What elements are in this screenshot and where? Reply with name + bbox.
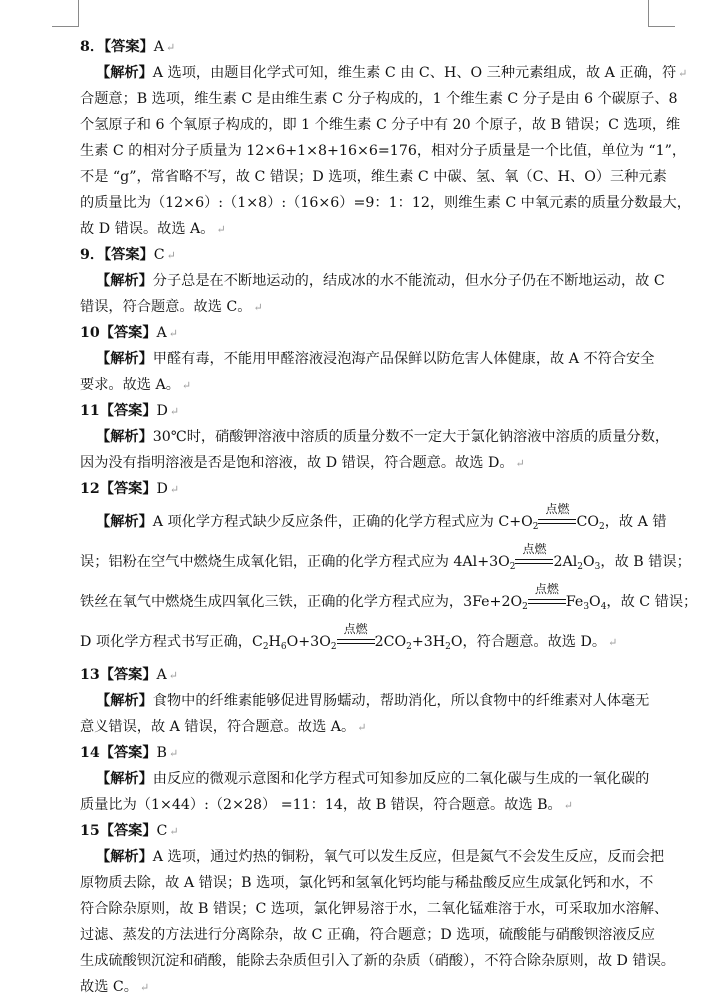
explanation-line: 【解析】由反应的微观示意图和化学方程式可知参加反应的二氧化碳与生成的一氧化碳的 [96,771,650,787]
answer-line-q14: 14【答案】B ↵ [80,745,179,761]
explanation-line: 合题意；B 选项，维生素 C 是由维生素 C 分子构成的，1 个维生素 C 分子是由 6 个碳原子、8 [80,91,678,107]
explanation-line: 【解析】30℃时，硝酸钾溶液中溶质的质量分数不一定大于氯化钠溶液中溶质的质量分数， [96,429,670,445]
answer-line-q8: 8．【答案】A ↵ [80,39,176,55]
answer-value: A [156,325,167,341]
explanation-line: 故 D 错误。故选 A。 ↵ [80,221,226,237]
explanation-line: 原物质去除，故 A 错误；B 选项，氯化钙和氢氧化钙均能与稀盐酸反应生成氯化钙和水，不 [80,875,654,891]
answer-value: D [156,403,168,419]
document-page [80,34,698,1000]
explanation-line: 故选 C。 ↵ [80,979,150,995]
reaction-condition-arrow: 点燃 [528,595,566,609]
explanation-line: 【解析】A 选项，由题目化学式可知，维生素 C 由 C、H、O 三种元素组成，故 A 正确，符 ↵ [96,65,688,81]
explanation-line: 不是 “g”，常省略不写，故 C 错误；D 选项，维生素 C 中碳、氢、氧（C、H、O）三种元素 [80,169,667,185]
equation-line: 铁丝在氧气中燃烧生成四氧化三铁，正确的化学方程式应为，$3Fe+2O_2$ 点燃 $Fe_3O_4$，故 C 错误； [80,582,698,612]
crop-mark-left-vertical [78,0,79,26]
answer-line-q11: 11【答案】D ↵ [80,403,180,419]
explanation-line: 因为没有指明溶液是否是饱和溶液，故 D 错误，符合题意。故选 D。 ↵ [80,455,525,471]
explanation-line: 【解析】A 选项，通过灼热的铜粉，氧气可以发生反应，但是氮气不会发生反应，反而会把 [96,849,665,865]
answer-line-q10: 10【答案】A ↵ [80,325,178,341]
explanation-line: 质量比为（1×44）:（2×28） =11：14，故 B 错误，符合题意。故选 B。 ↵ [80,797,573,813]
answer-value: C [153,247,165,263]
answer-value: B [156,745,167,761]
explanation-line: 生成硫酸钡沉淀和硝酸，能除去杂质但引入了新的杂质（硝酸），不符合除杂原则，故 D 错误。 [80,953,675,969]
answer-line-q9: 9．【答案】C ↵ [80,247,176,263]
crop-mark-left-horizontal [52,26,79,27]
reaction-condition-arrow: 点燃 [515,555,553,569]
explanation-line: 错误，符合题意。故选 C。 ↵ [80,299,263,315]
answer-value: A [153,39,164,55]
answer-line-q15: 15【答案】C ↵ [80,823,179,839]
answer-line-q12: 12【答案】D ↵ [80,481,180,497]
equation-line: 误；铝粉在空气中燃烧生成氧化铝，正确的化学方程式应为 $4Al+3O_2$ 点燃 $2Al_2O_3$，故 B 错误； [80,542,691,572]
explanation-line: 要求。故选 A。 ↵ [80,377,192,393]
explanation-line: 生素 C 的相对分子质量为 12×6+1×8+16×6=176，相对分子质量是一个比值，单位为 “1”， [80,143,687,159]
explanation-line: 【解析】分子总是在不断地运动的，结成冰的水不能流动，但水分子仍在不断地运动，故 C [96,273,665,289]
equation-line: D 项化学方程式书写正确，$C_2H_6O+3O_2$ 点燃 $2CO_2+3H_2O$，符合题意。故选 D。 ↵ [80,622,618,652]
answer-line-q13: 13【答案】A ↵ [80,667,178,683]
answer-value: D [156,481,168,497]
reaction-condition-arrow: 点燃 [337,635,375,649]
explanation-line: 【解析】甲醛有毒，不能用甲醛溶液浸泡海产品保鲜以防危害人体健康，故 A 不符合安全 [96,351,655,367]
crop-mark-right-horizontal [648,26,675,27]
explanation-line: 过滤、蒸发的方法进行分离除杂，故 C 正确，符合题意；D 选项，硫酸能与硝酸钡溶液反应 [80,927,655,943]
answer-value: A [156,667,167,683]
equation-line: 【解析】A 项化学方程式缺少反应条件，正确的化学方程式应为 $C+O_2$ 点燃 $CO_2$，故 A 错 [96,502,667,532]
explanation-line: 的质量比为（12×6）:（1×8）:（16×6）=9：1：12，则维生素 C 中氧元素的质量分数最大， [80,195,691,211]
answer-value: C [156,823,168,839]
explanation-line: 意义错误，故 A 错误，符合题意。故选 A。 ↵ [80,719,367,735]
explanation-line: 个氢原子和 6 个氧原子构成的，即 1 个维生素 C 分子中有 20 个原子，故 B 错误；C 选项，维 [80,117,681,133]
crop-mark-right-vertical [648,0,649,26]
reaction-condition-arrow: 点燃 [538,515,576,529]
explanation-line: 符合除杂原则，故 B 错误；C 选项，氯化钾易溶于水，二氧化锰难溶于水，可采取加水溶解、 [80,901,669,917]
explanation-line: 【解析】食物中的纤维素能够促进胃肠蠕动，帮助消化，所以食物中的纤维素对人体毫无 [96,693,650,709]
